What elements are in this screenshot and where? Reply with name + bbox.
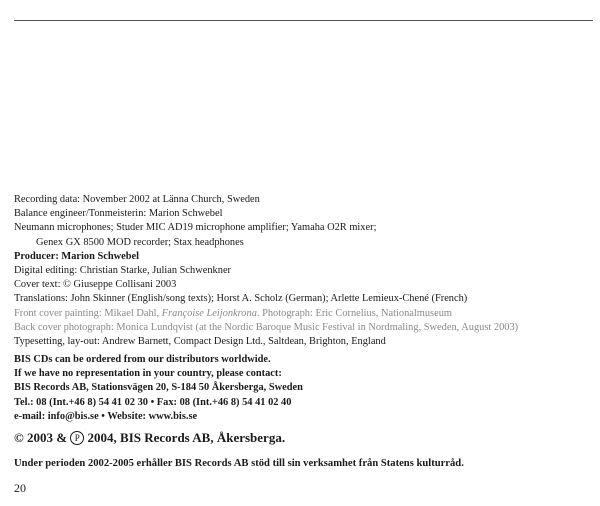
- equipment-line-1: Neumann microphones; Studer MIC AD19 microphone amplifier; Yamaha O2R mixer;: [14, 222, 377, 234]
- translations: Translations: John Skinner (English/song texts); Horst A. Scholz (German); Arlette Lemieux-Chené (French): [14, 293, 468, 305]
- front-cover-suffix: . Photograph: Eric Cornelius, Nationalmuseum: [256, 307, 452, 319]
- front-cover-title: Françoise Leijonkrona: [161, 307, 257, 319]
- ordering-phone-fax: Tel.: 08 (Int.+46 8) 54 41 02 30 • Fax: 08 (Int.+46 8) 54 41 02 40: [14, 396, 292, 408]
- producer: Producer: Marion Schwebel: [14, 250, 140, 262]
- ordering-line-2: If we have no representation in your country, please contact:: [14, 368, 282, 380]
- phonogram-p-icon: P: [70, 431, 84, 445]
- typesetting: Typesetting, lay-out: Andrew Barnett, Compact Design Ltd., Saltdean, Brighton, England: [14, 336, 386, 348]
- recording-data: Recording data: November 2002 at Länna Church, Sweden: [14, 194, 260, 205]
- page-number: 20: [14, 481, 26, 495]
- copyright-rest: 2004, BIS Records AB, Åkersberga.: [84, 430, 286, 445]
- ordering-address: BIS Records AB, Stationsvägen 20, S-184 50 Åkersberga, Sweden: [14, 382, 303, 394]
- copyright-c-year: © 2003 &: [14, 430, 71, 445]
- back-cover-credit: Back cover photograph: Monica Lundqvist (at the Nordic Baroque Music Festival in Nordmaling, Sweden, August 2003): [14, 321, 519, 333]
- front-cover-credit: [14, 307, 596, 321]
- ordering-line-1: BIS CDs can be ordered from our distributors worldwide.: [14, 354, 271, 365]
- support-note: Under perioden 2002-2005 erhåller BIS Records AB stöd till sin verksamhet från Statens kulturråd.: [14, 458, 464, 469]
- equipment-line-2: Genex GX 8500 MOD recorder; Stax headphones: [36, 236, 244, 248]
- ordering-info: [14, 353, 596, 424]
- recording-credits: [14, 193, 596, 349]
- balance-engineer: Balance engineer/Tonmeisterin: Marion Schwebel: [14, 208, 223, 220]
- top-rule: [14, 20, 593, 21]
- digital-editing: Digital editing: Christian Starke, Julian Schwenkner: [14, 265, 232, 277]
- cover-text: Cover text: © Giuseppe Collisani 2003: [14, 279, 177, 291]
- ordering-email-website: e-mail: info@bis.se • Website: www.bis.se: [14, 410, 198, 422]
- copyright-notice: [14, 430, 285, 446]
- front-cover-prefix: Front cover painting: Mikael Dahl,: [14, 307, 162, 319]
